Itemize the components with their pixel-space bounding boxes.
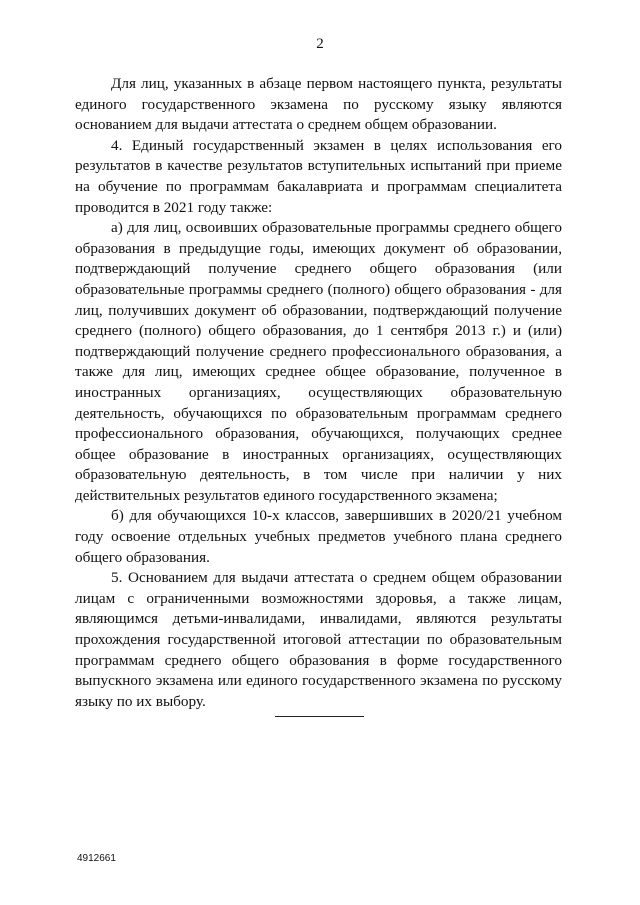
document-body xyxy=(75,74,562,712)
paragraph-russian-exam-results: Для лиц, указанных в абзаце первом настоящего пункта, результаты единого государственного экзамена по русскому языку являются основанием для выдачи аттестата о среднем общем образовании. xyxy=(75,75,562,134)
paragraph-subitem-b: б) для обучающихся 10-х классов, завершивших в 2020/21 учебном году освоение отдельных учебных предметов учебного плана среднего общего образования. xyxy=(75,507,562,566)
paragraph-item-5: 5. Основанием для выдачи аттестата о среднем общем образовании лицам с ограниченными возможностями здоровья, а также лицам, являющимся детьми-инвалидами, инвалидами, являются результаты прохождения государственной итоговой аттестации по образовательным программам среднего общего образования в форме государственного выпускного экзамена или единого государственного экзамена по русскому языку по их выбору. xyxy=(75,569,562,710)
paragraph-item-4: 4. Единый государственный экзамен в целях использования его результатов в качестве результатов вступительных испытаний при приеме на обучение по программам бакалавриата и программам специалитета проводится в 2021 году также: xyxy=(75,136,562,216)
document-number: 4912661 xyxy=(77,853,116,864)
paragraph-subitem-a: а) для лиц, освоивших образовательные программы среднего общего образования в предыдущие годы, имеющих документ об образовании, подтверждающий получение среднего общего образования (или образовательные программы среднего (полного) общего образования - для лиц, получивших документ об образовании, подтверждающий получение среднего (полного) общего образования, до 1 сентября 2013 г.) и (или) подтверждающий получение среднего профессионального образования, а также для лиц, имеющих среднее общее образование, полученное в иностранных организациях, осуществляющих образовательную деятельность, обучающихся по образовательным программам среднего профессионального образования, обучающихся, получающих среднее общее образование в иностранных организациях, осуществляющих образовательную деятельность, в том числе при наличии у них действительных результатов единого государственного экзамена; xyxy=(75,219,562,504)
end-divider xyxy=(275,716,364,717)
page-number: 2 xyxy=(316,36,324,52)
